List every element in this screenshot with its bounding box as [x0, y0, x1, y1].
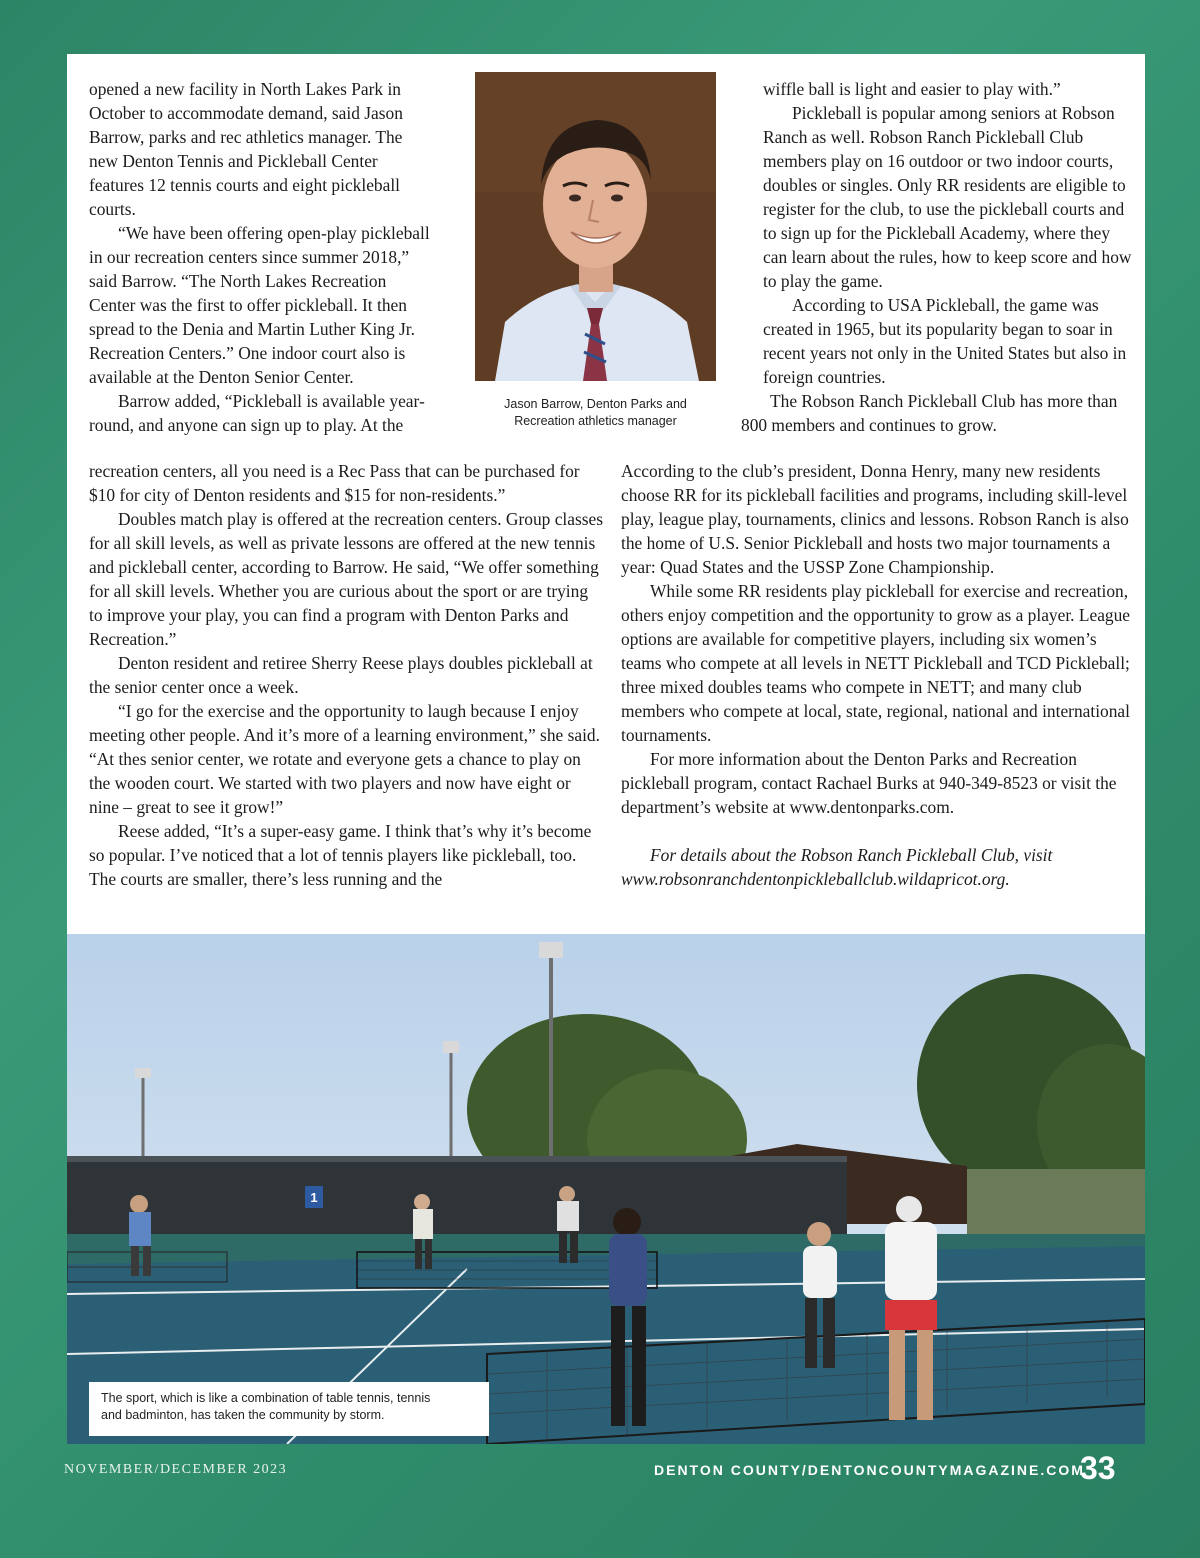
- court-caption-line: and badminton, has taken the community by storm.: [101, 1408, 385, 1422]
- magazine-website: DENTON COUNTY/DENTONCOUNTYMAGAZINE.COM: [654, 1462, 1085, 1478]
- article-column-right-top: [741, 77, 1136, 437]
- article-column-left-bottom: [89, 459, 604, 891]
- article-paragraph: Denton resident and retiree Sherry Reese plays doubles pickleball at the senior center once a week.: [89, 653, 593, 697]
- issue-date: NOVEMBER/DECEMBER 2023: [64, 1462, 288, 1477]
- article-paragraph: “I go for the exercise and the opportunity to laugh because I enjoy meeting other people. And it’s more of a learning environment,” she said. “At thes senior center, we rotate and everyone gets a chance to play on the wooden court. We started with two players and now have eight or nine – great to see it grow!”: [89, 701, 600, 817]
- article-paragraph: According to USA Pickleball, the game was created in 1965, but its popularity began to soar in recent years not only in the United States but also in foreign countries.: [763, 295, 1127, 387]
- pickleball-court-photo: [67, 934, 1145, 1444]
- court-number-sign: 1: [310, 1190, 318, 1205]
- court-scene-illustration: [67, 934, 1145, 1444]
- article-footnote: For details about the Robson Ranch Pickleball Club, visit www.robsonranchdentonpickleballclub.wildapricot.org.: [621, 845, 1053, 889]
- article-paragraph: While some RR residents play pickleball for exercise and recreation, others enjoy competition and the opportunity to grow as a player. League options are available for competitive players, including six women’s teams who compete at all levels in NETT Pickleball and TCD Pickleball; three mixed doubles teams who compete in NETT; and many club members who compete at local, state, regional, national and international tournaments.: [621, 581, 1131, 745]
- court-caption-line: The sport, which is like a combination of table tennis, tennis: [101, 1391, 431, 1405]
- article-paragraph: Barrow added, “Pickleball is available year-round, and anyone can sign up to play. At the: [89, 391, 425, 435]
- article-paragraph: The Robson Ranch Pickleball Club has more than 800 members and continues to grow.: [741, 391, 1118, 435]
- article-paragraph: recreation centers, all you need is a Rec Pass that can be purchased for $10 for city of Denton residents and $15 for non-residents.”: [89, 461, 580, 505]
- article-paragraph: Doubles match play is offered at the recreation centers. Group classes for all skill levels, as well as private lessons are offered at the new tennis and pickleball center, according to Barrow. He said, “We offer something for all skill levels. Whether you are curious about the sport or are trying to improve your play, you can find a program with Denton Parks and Recreation.”: [89, 509, 603, 649]
- portrait-illustration: [475, 72, 716, 381]
- article-column-right-bottom: [621, 459, 1131, 891]
- article-paragraph: opened a new facility in North Lakes Park in October to accommodate demand, said Jason Barrow, parks and rec athletics manager. The new Denton Tennis and Pickleball Center features 12 tennis courts and eight pickleball courts.: [89, 79, 403, 219]
- portrait-photo: [475, 72, 716, 381]
- article-paragraph: Reese added, “It’s a super-easy game. I think that’s why it’s become so popular. I’ve noticed that a lot of tennis players like pickleball, too. The courts are smaller, there’s less running and the: [89, 821, 592, 889]
- court-photo-caption: [89, 1382, 489, 1436]
- article-paragraph: wiffle ball is light and easier to play with.”: [763, 79, 1061, 99]
- article-paragraph: For more information about the Denton Parks and Recreation pickleball program, contact Rachael Burks at 940-349-8523 or visit the department’s website at www.dentonparks.com.: [621, 749, 1117, 817]
- page-number: 33: [1080, 1450, 1116, 1486]
- article-paragraph: “We have been offering open-play pickleball in our recreation centers since summer 2018,” said Barrow. “The North Lakes Recreation Center was the first to offer pickleball. It then spread to the Denia and Martin Luther King Jr. Recreation Centers.” One indoor court also is available at the Denton Senior Center.: [89, 223, 430, 387]
- article-paragraph: According to the club’s president, Donna Henry, many new residents choose RR for its pickleball facilities and programs, including skill-level play, league play, tournaments, clinics and lessons. Robson Ranch is also the home of U.S. Senior Pickleball and hosts two major tournaments a year: Quad States and the USSP Zone Championship.: [621, 461, 1129, 577]
- portrait-caption-line: Jason Barrow, Denton Parks and: [504, 397, 687, 411]
- article-column-left-top: [89, 77, 434, 437]
- portrait-caption: [475, 396, 716, 430]
- portrait-caption-line: Recreation athletics manager: [514, 414, 677, 428]
- article-paragraph: Pickleball is popular among seniors at Robson Ranch as well. Robson Ranch Pickleball Club members play on 16 outdoor or two indoor courts, doubles or singles. Only RR residents are eligible to register for the club, to use the pickleball courts and to sign up for the Pickleball Academy, where they can learn about the rules, how to keep score and how to play the game.: [763, 103, 1132, 291]
